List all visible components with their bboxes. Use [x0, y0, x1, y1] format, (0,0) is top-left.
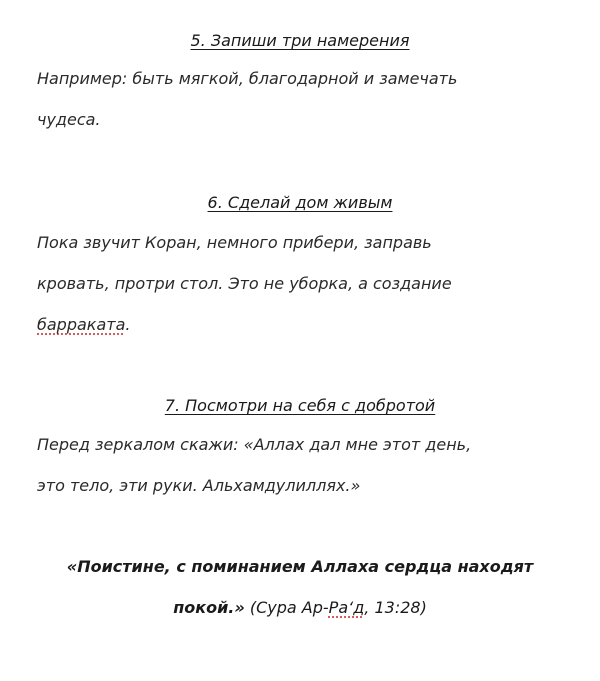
section-7-line-1: Перед зеркалом скажи: «Аллах дал мне этот день,	[37, 435, 472, 454]
quote-line-1: «Поистине, с поминанием Аллаха сердца находят	[66, 557, 534, 576]
quote-reference-suffix: , 13:28)	[364, 598, 427, 617]
section-6-line-1: Пока звучит Коран, немного прибери, заправь	[37, 233, 432, 252]
section-7-heading: 7. Посмотри на себя с добротой	[164, 396, 436, 415]
section-7-line-2: это тело, эти руки. Альхамдулиллях.»	[37, 476, 361, 495]
section-7-body	[37, 424, 567, 506]
quote-line-2-text: покой.»	[173, 598, 245, 617]
section-5-line-2: чудеса.	[37, 110, 101, 129]
section-6-line-3-punct: .	[125, 315, 131, 334]
section-5-line-1: Например: быть мягкой, благодарной и замечать	[37, 69, 458, 88]
section-5-heading: 5. Запиши три намерения	[190, 31, 410, 50]
section-6-heading: 6. Сделай дом живым	[207, 193, 393, 212]
quote-line-2	[0, 587, 600, 628]
section-6-line-3	[37, 304, 567, 345]
quote-reference-prefix: (Сура Ар-	[244, 598, 329, 617]
quote-reference-spellcheck[interactable]: Ра‘д	[328, 598, 365, 617]
section-6-body	[37, 222, 567, 345]
section-5-body	[37, 58, 567, 140]
closing-quote	[0, 546, 600, 628]
section-6-line-2: кровать, протри стол. Это не уборка, а создание	[37, 274, 452, 293]
spellcheck-word[interactable]: барраката	[37, 315, 126, 334]
